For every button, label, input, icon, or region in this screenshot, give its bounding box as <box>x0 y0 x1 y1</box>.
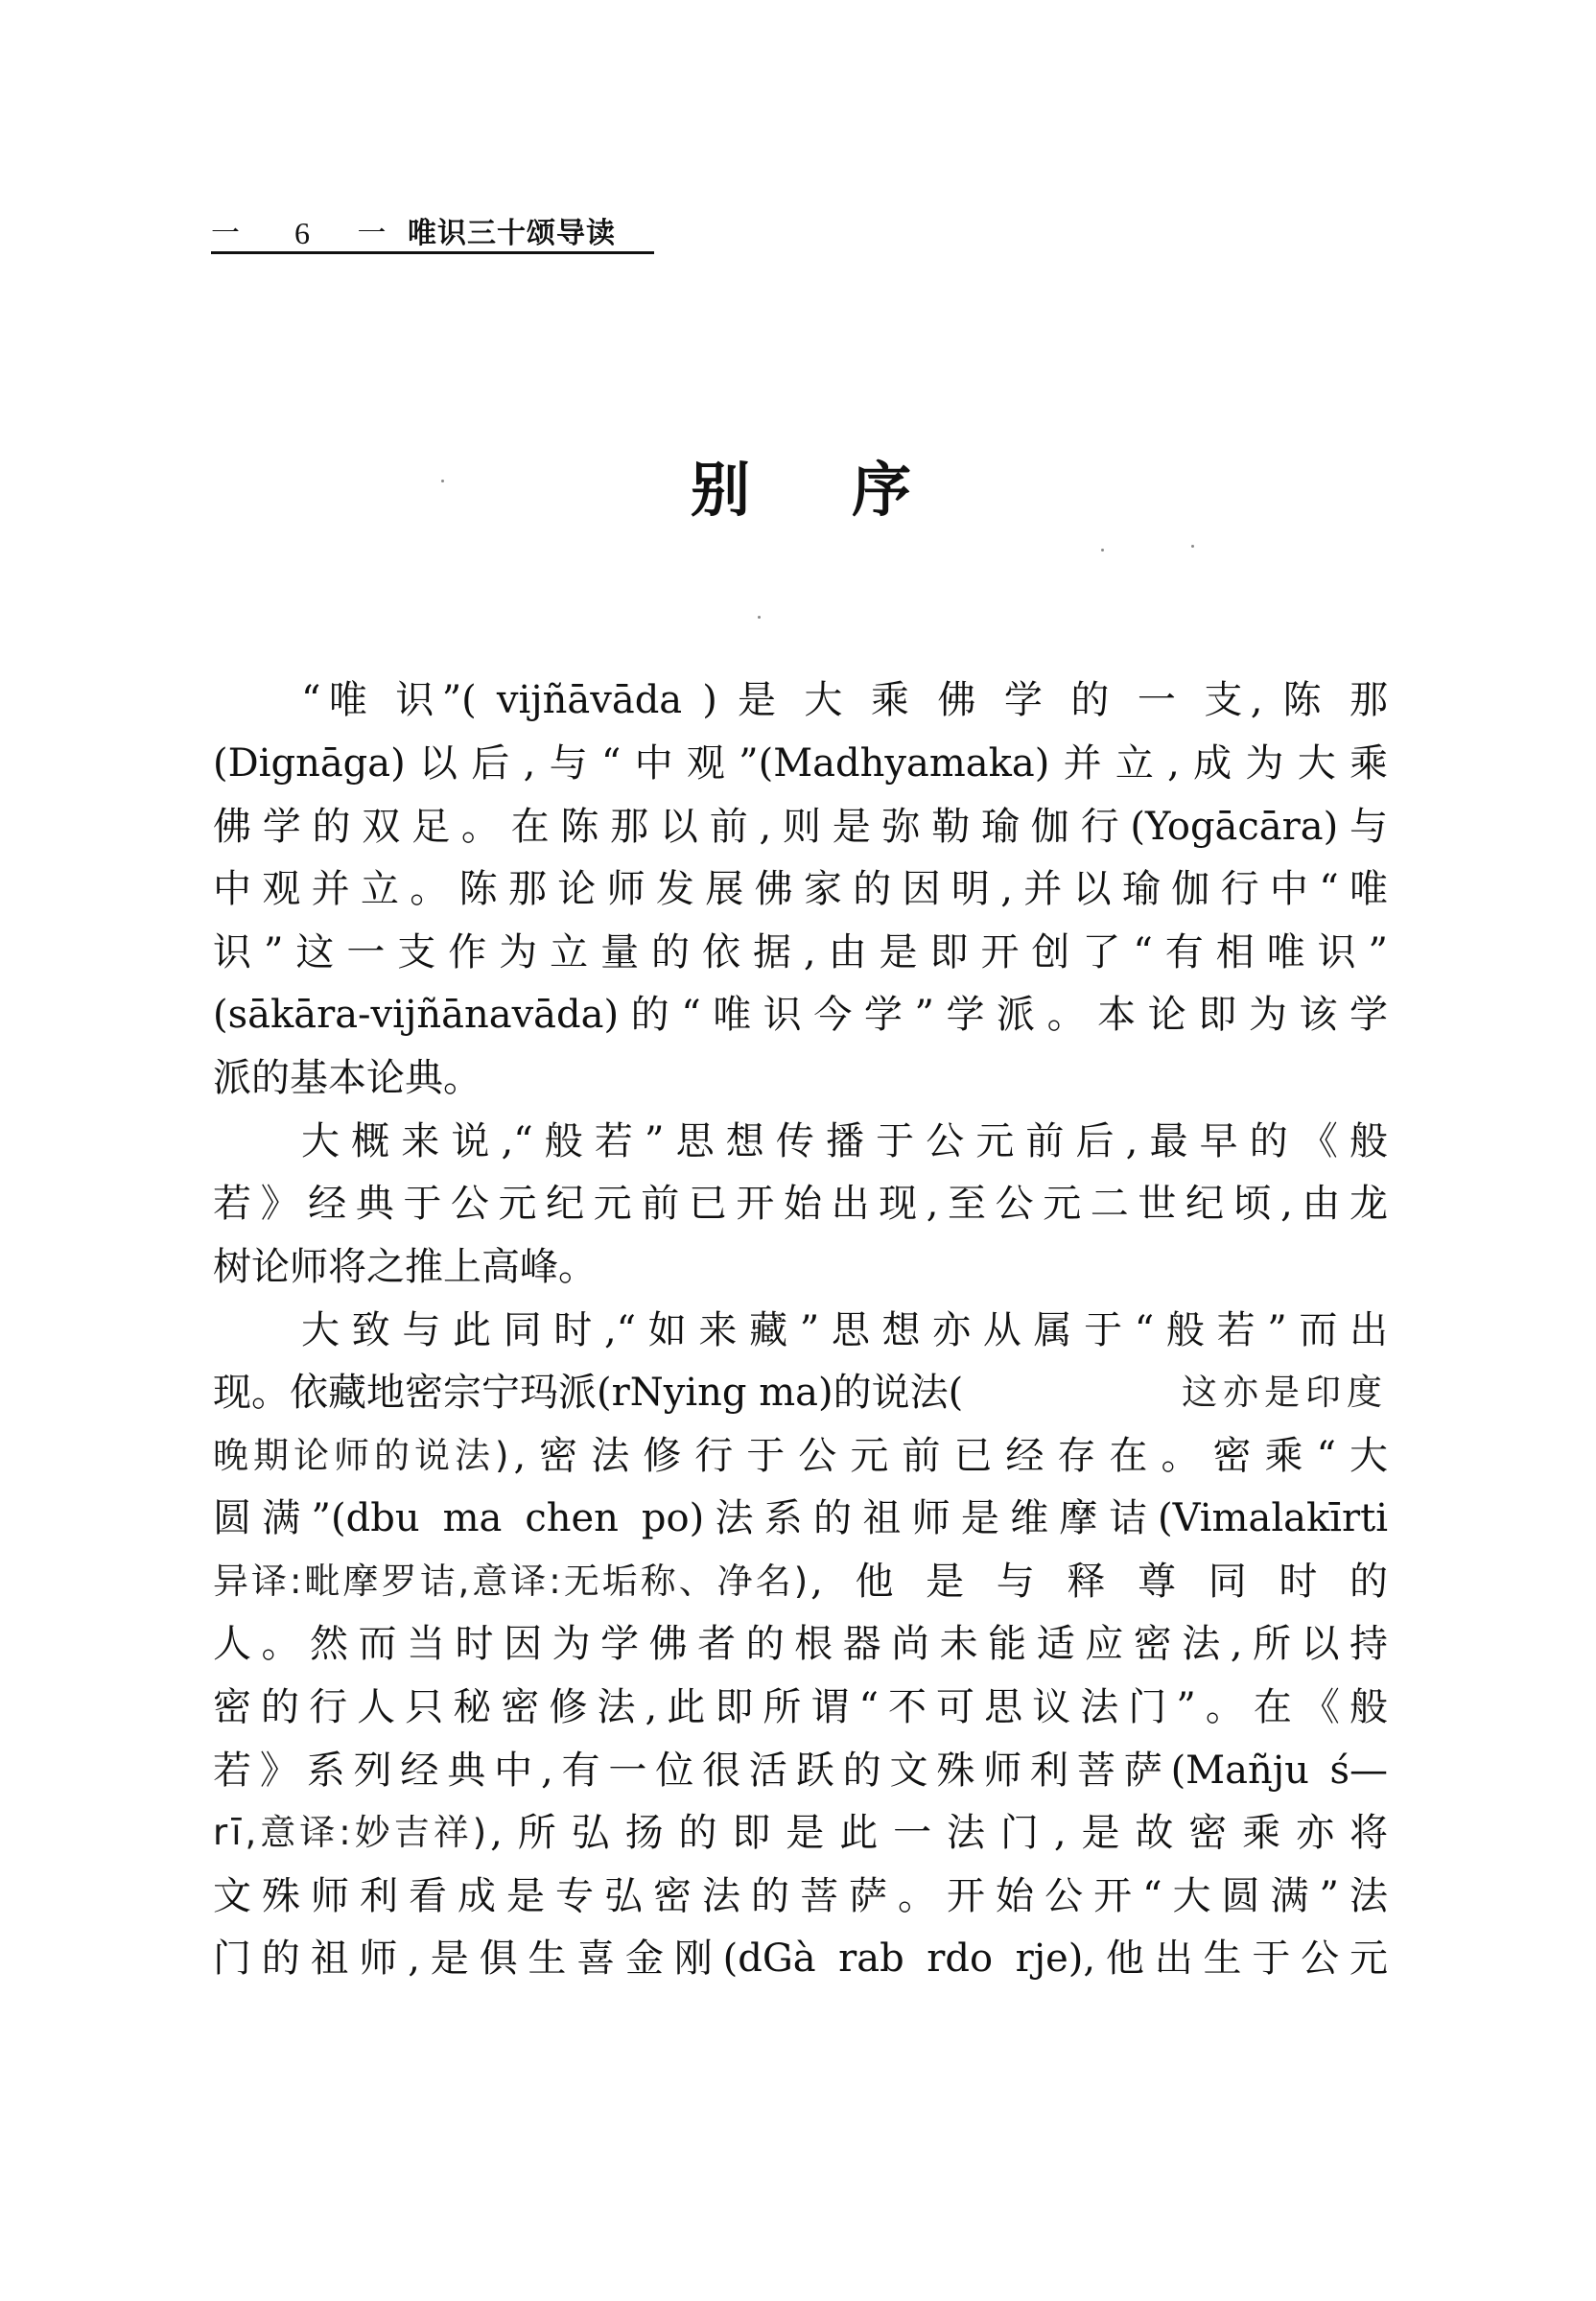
paragraph-3-line-4: 圆满”(dbu ma chen po)法系的祖师是维摩诘(Vimalakīrti <box>213 1496 1388 1540</box>
section-title-char-2: 序 <box>851 454 911 525</box>
header-dash-right: 一 <box>357 217 387 250</box>
paragraph-2-line-2: 若》经典于公元纪元前已开始出现,至公元二世纪顷,由龙 <box>213 1182 1388 1226</box>
annotation-note: 晚期论师的说法) <box>213 1435 514 1476</box>
section-title <box>691 441 911 528</box>
scan-speck <box>1191 545 1194 548</box>
scan-speck <box>758 616 761 619</box>
annotation-note: 异译:毗摩罗诘,意译:无垢称、净名) <box>213 1561 811 1602</box>
paragraph-3-line-8: 若》系列经典中,有一位很活跃的文殊师利菩萨(Mañju ś— <box>213 1749 1388 1793</box>
line-text: ,所弘扬的即是此一法门,是故密乘亦将 <box>490 1811 1388 1855</box>
paragraph-1-line-5: 识”这一支作为立量的依据,由是即开创了“有相唯识” <box>213 930 1388 974</box>
paragraph-1-line-1: “唯 识”( vijñāvāda ) 是 大 乘 佛 学 的 一 支, 陈 那 <box>301 678 1388 722</box>
paragraph-1-line-4: 中观并立。陈那论师发展佛家的因明,并以瑜伽行中“唯 <box>213 867 1388 911</box>
running-header <box>211 209 654 254</box>
paragraph-3-line-6: 人。然而当时因为学佛者的根器尚未能适应密法,所以持 <box>213 1622 1388 1666</box>
paragraph-1-line-7: 派的基本论典。 <box>213 1056 481 1100</box>
paragraph-3-line-10: 文殊师利看成是专弘密法的菩萨。开始公开“大圆满”法 <box>213 1874 1388 1918</box>
scan-speck <box>1101 549 1104 552</box>
paragraph-2-line-1: 大概来说,“般若”思想传播于公元前后,最早的《般 <box>301 1119 1388 1163</box>
section-title-char-1: 别 <box>691 454 751 525</box>
paragraph-3-line-11: 门的祖师,是俱生喜金刚(dGà rab rdo rje),他出生于公元 <box>213 1937 1388 1981</box>
annotation-note: 这亦是印度 <box>1182 1372 1388 1413</box>
paragraph-3-line-2 <box>213 1364 1388 1421</box>
paragraph-3-line-5 <box>213 1553 1388 1610</box>
line-text: ,他是与释尊同时的 <box>810 1560 1388 1604</box>
scan-speck <box>441 480 444 482</box>
paragraph-3-line-3 <box>213 1427 1388 1485</box>
paragraph-1-line-6: (sākāra-vijñānavāda)的“唯识今学”学派。本论即为该学 <box>213 993 1388 1037</box>
paragraph-3-line-1: 大致与此同时,“如来藏”思想亦从属于“般若”而出 <box>301 1308 1388 1352</box>
paragraph-1-line-3: 佛学的双足。在陈那以前,则是弥勒瑜伽行(Yogācāra)与 <box>213 805 1388 849</box>
page-number: 6 <box>294 216 310 250</box>
line-text: ,密法修行于公元前已经存在。密乘“大 <box>513 1434 1388 1478</box>
paragraph-1-line-2: (Dignāga)以后,与“中观”(Madhyamaka)并立,成为大乘 <box>213 741 1388 786</box>
paragraph-3-line-7: 密的行人只秘密修法,此即所谓“不可思议法门”。在《般 <box>213 1685 1388 1729</box>
paragraph-2-line-3: 树论师将之推上高峰。 <box>213 1245 597 1289</box>
header-dash-left: 一 <box>211 217 240 250</box>
paragraph-3-line-9 <box>213 1804 1388 1862</box>
book-title: 唯识三十颂导读 <box>408 217 616 250</box>
annotation-note: rī,意译:妙吉祥) <box>213 1812 491 1853</box>
line-text: 现。依藏地密宗宁玛派(rNying ma)的说法( <box>213 1371 964 1415</box>
